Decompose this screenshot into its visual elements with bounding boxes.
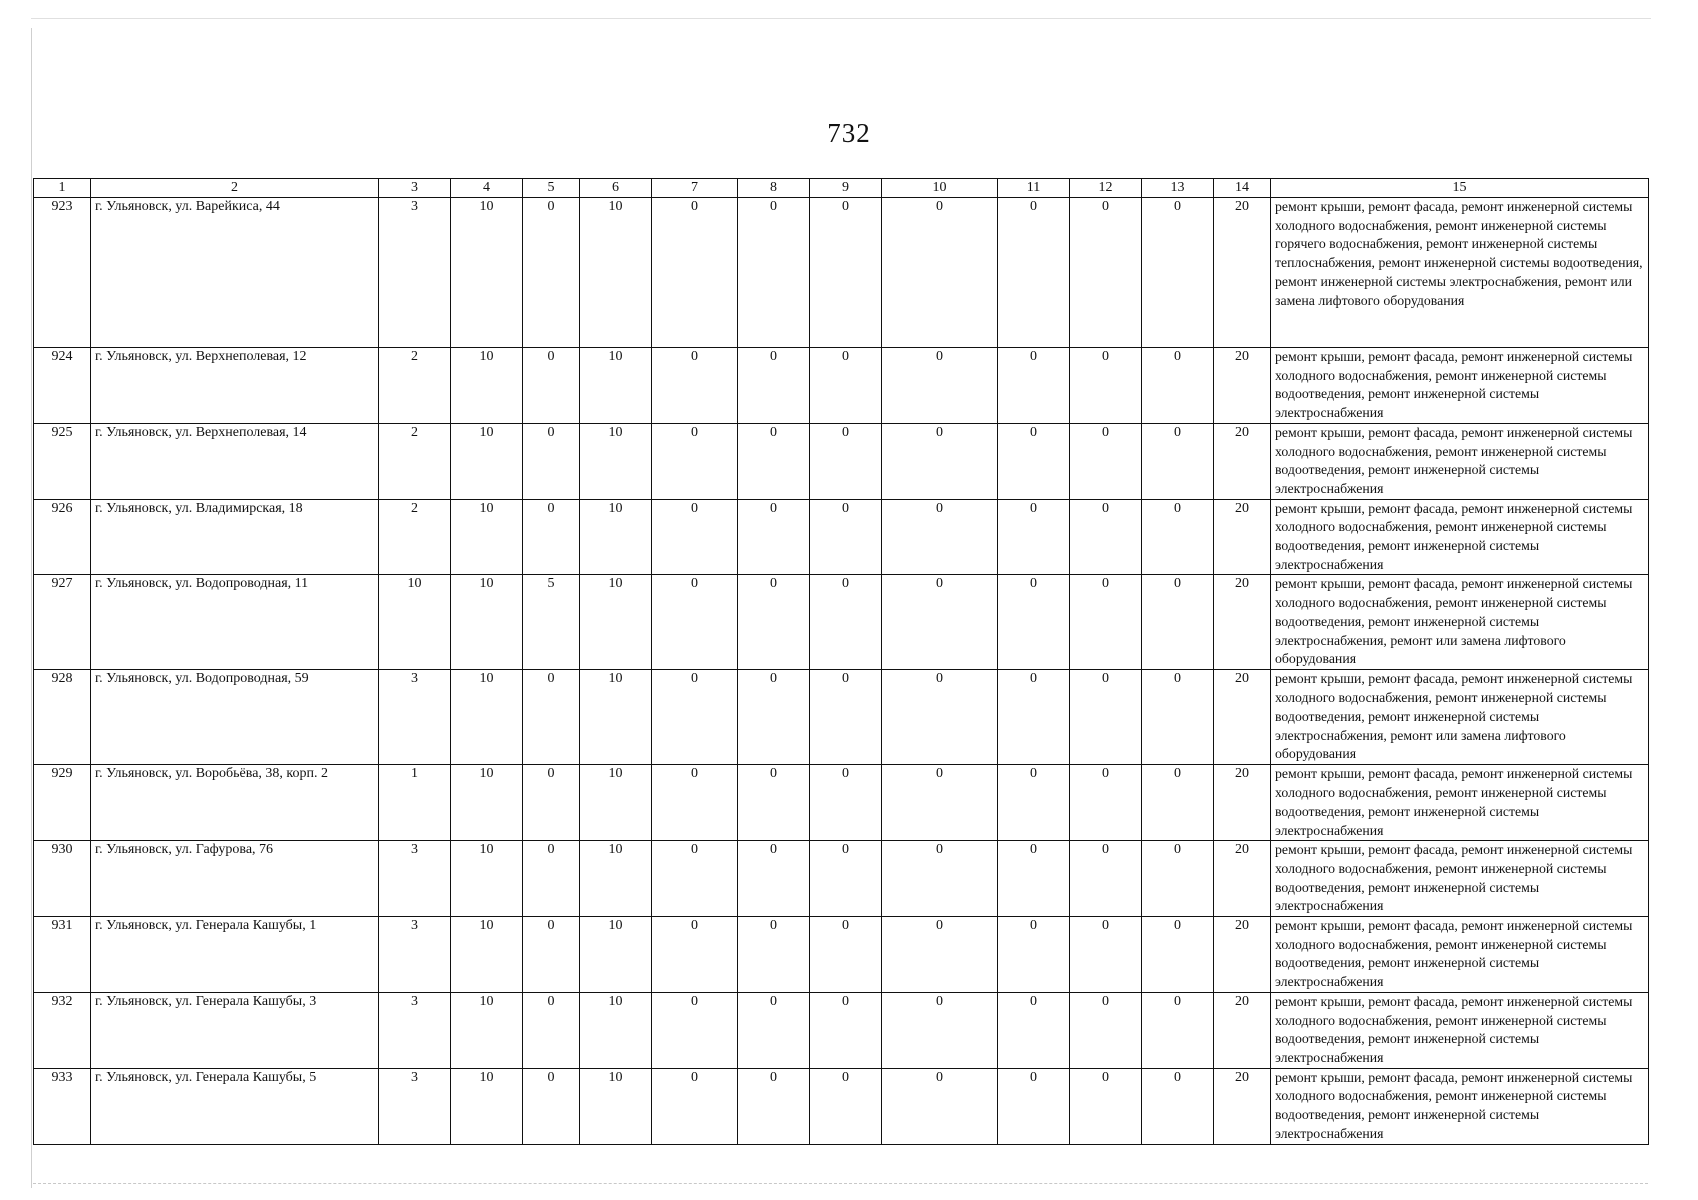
value-cell: 10 bbox=[451, 1068, 523, 1144]
value-cell: 0 bbox=[1070, 992, 1142, 1068]
repair-register-table bbox=[33, 178, 1649, 1145]
value-cell: 0 bbox=[1142, 499, 1214, 575]
row-number: 928 bbox=[34, 670, 91, 765]
value-cell: 0 bbox=[1070, 575, 1142, 670]
value-cell: 10 bbox=[451, 499, 523, 575]
value-cell: 0 bbox=[738, 423, 810, 499]
works-list-cell: ремонт крыши, ремонт фасада, ремонт инженерной системы холодного водоснабжения, ремонт инженерной системы водоотведения, ремонт инженерной системы электроснабжения, ремонт или замена лифтового оборудования bbox=[1271, 670, 1649, 765]
row-number: 924 bbox=[34, 348, 91, 424]
row-number: 925 bbox=[34, 423, 91, 499]
value-cell: 0 bbox=[1142, 917, 1214, 993]
works-list-cell: ремонт крыши, ремонт фасада, ремонт инженерной системы холодного водоснабжения, ремонт инженерной системы водоотведения, ремонт инженерной системы электроснабжения bbox=[1271, 348, 1649, 424]
works-list-cell: ремонт крыши, ремонт фасада, ремонт инженерной системы холодного водоснабжения, ремонт инженерной системы водоотведения, ремонт инженерной системы электроснабжения bbox=[1271, 841, 1649, 917]
value-cell: 0 bbox=[882, 423, 998, 499]
value-cell: 0 bbox=[652, 917, 738, 993]
value-cell: 3 bbox=[379, 198, 451, 348]
value-cell: 0 bbox=[882, 917, 998, 993]
value-cell: 0 bbox=[523, 348, 580, 424]
value-cell: 20 bbox=[1214, 198, 1271, 348]
row-number: 929 bbox=[34, 765, 91, 841]
address-cell: г. Ульяновск, ул. Гафурова, 76 bbox=[91, 841, 379, 917]
value-cell: 0 bbox=[738, 575, 810, 670]
works-list-cell: ремонт крыши, ремонт фасада, ремонт инженерной системы холодного водоснабжения, ремонт инженерной системы горячего водоснабжения, ремонт инженерной системы теплоснабжения, ремонт инженерной системы водоотведения, ремонт инженерной системы электроснабжения, ремонт или замена лифтового оборудования bbox=[1271, 198, 1649, 348]
value-cell: 0 bbox=[810, 198, 882, 348]
value-cell: 0 bbox=[882, 499, 998, 575]
value-cell: 0 bbox=[523, 765, 580, 841]
value-cell: 0 bbox=[810, 423, 882, 499]
value-cell: 0 bbox=[738, 992, 810, 1068]
value-cell: 0 bbox=[1070, 198, 1142, 348]
value-cell: 0 bbox=[652, 765, 738, 841]
value-cell: 0 bbox=[738, 841, 810, 917]
value-cell: 0 bbox=[998, 841, 1070, 917]
value-cell: 0 bbox=[810, 670, 882, 765]
address-cell: г. Ульяновск, ул. Генерала Кашубы, 5 bbox=[91, 1068, 379, 1144]
value-cell: 10 bbox=[580, 575, 652, 670]
works-list-cell: ремонт крыши, ремонт фасада, ремонт инженерной системы холодного водоснабжения, ремонт инженерной системы водоотведения, ремонт инженерной системы электроснабжения bbox=[1271, 765, 1649, 841]
works-list-cell: ремонт крыши, ремонт фасада, ремонт инженерной системы холодного водоснабжения, ремонт инженерной системы водоотведения, ремонт инженерной системы электроснабжения bbox=[1271, 499, 1649, 575]
value-cell: 0 bbox=[882, 670, 998, 765]
col-header-15: 15 bbox=[1271, 179, 1649, 198]
value-cell: 0 bbox=[1070, 765, 1142, 841]
value-cell: 0 bbox=[810, 765, 882, 841]
value-cell: 0 bbox=[882, 992, 998, 1068]
address-cell: г. Ульяновск, ул. Воробьёва, 38, корп. 2 bbox=[91, 765, 379, 841]
value-cell: 10 bbox=[379, 575, 451, 670]
value-cell: 0 bbox=[810, 992, 882, 1068]
value-cell: 10 bbox=[451, 423, 523, 499]
works-list-cell: ремонт крыши, ремонт фасада, ремонт инженерной системы холодного водоснабжения, ремонт инженерной системы водоотведения, ремонт инженерной системы электроснабжения bbox=[1271, 1068, 1649, 1144]
address-cell: г. Ульяновск, ул. Водопроводная, 11 bbox=[91, 575, 379, 670]
value-cell: 3 bbox=[379, 1068, 451, 1144]
value-cell: 0 bbox=[1070, 499, 1142, 575]
works-list-cell: ремонт крыши, ремонт фасада, ремонт инженерной системы холодного водоснабжения, ремонт инженерной системы водоотведения, ремонт инженерной системы электроснабжения bbox=[1271, 992, 1649, 1068]
value-cell: 0 bbox=[652, 499, 738, 575]
value-cell: 10 bbox=[580, 992, 652, 1068]
value-cell: 10 bbox=[580, 1068, 652, 1144]
col-header-13: 13 bbox=[1142, 179, 1214, 198]
address-cell: г. Ульяновск, ул. Водопроводная, 59 bbox=[91, 670, 379, 765]
value-cell: 0 bbox=[652, 841, 738, 917]
col-header-3: 3 bbox=[379, 179, 451, 198]
col-header-4: 4 bbox=[451, 179, 523, 198]
col-header-12: 12 bbox=[1070, 179, 1142, 198]
value-cell: 20 bbox=[1214, 670, 1271, 765]
value-cell: 0 bbox=[998, 917, 1070, 993]
col-header-5: 5 bbox=[523, 179, 580, 198]
value-cell: 3 bbox=[379, 992, 451, 1068]
value-cell: 0 bbox=[1070, 670, 1142, 765]
value-cell: 0 bbox=[1142, 765, 1214, 841]
value-cell: 0 bbox=[882, 1068, 998, 1144]
col-header-11: 11 bbox=[998, 179, 1070, 198]
table-row bbox=[34, 575, 1649, 670]
value-cell: 0 bbox=[810, 499, 882, 575]
value-cell: 0 bbox=[998, 1068, 1070, 1144]
table-row bbox=[34, 348, 1649, 424]
table-row bbox=[34, 499, 1649, 575]
page-edge-left bbox=[31, 28, 32, 1188]
value-cell: 20 bbox=[1214, 499, 1271, 575]
row-number: 931 bbox=[34, 917, 91, 993]
row-number: 926 bbox=[34, 499, 91, 575]
row-number: 927 bbox=[34, 575, 91, 670]
value-cell: 0 bbox=[523, 423, 580, 499]
value-cell: 0 bbox=[738, 670, 810, 765]
value-cell: 10 bbox=[580, 423, 652, 499]
value-cell: 0 bbox=[652, 348, 738, 424]
value-cell: 0 bbox=[1070, 423, 1142, 499]
col-header-1: 1 bbox=[34, 179, 91, 198]
value-cell: 10 bbox=[580, 348, 652, 424]
value-cell: 20 bbox=[1214, 1068, 1271, 1144]
value-cell: 10 bbox=[451, 670, 523, 765]
value-cell: 3 bbox=[379, 670, 451, 765]
value-cell: 0 bbox=[1142, 992, 1214, 1068]
value-cell: 0 bbox=[523, 499, 580, 575]
value-cell: 20 bbox=[1214, 765, 1271, 841]
value-cell: 0 bbox=[998, 575, 1070, 670]
value-cell: 10 bbox=[451, 992, 523, 1068]
value-cell: 0 bbox=[523, 841, 580, 917]
value-cell: 0 bbox=[738, 1068, 810, 1144]
value-cell: 20 bbox=[1214, 992, 1271, 1068]
col-header-6: 6 bbox=[580, 179, 652, 198]
table-row bbox=[34, 765, 1649, 841]
table-row bbox=[34, 198, 1649, 348]
value-cell: 0 bbox=[810, 917, 882, 993]
row-number: 930 bbox=[34, 841, 91, 917]
value-cell: 0 bbox=[652, 992, 738, 1068]
table-row bbox=[34, 670, 1649, 765]
value-cell: 0 bbox=[738, 765, 810, 841]
value-cell: 10 bbox=[451, 841, 523, 917]
value-cell: 0 bbox=[998, 670, 1070, 765]
value-cell: 0 bbox=[523, 917, 580, 993]
value-cell: 0 bbox=[652, 1068, 738, 1144]
value-cell: 0 bbox=[998, 499, 1070, 575]
value-cell: 2 bbox=[379, 348, 451, 424]
value-cell: 0 bbox=[1142, 841, 1214, 917]
value-cell: 0 bbox=[882, 765, 998, 841]
value-cell: 10 bbox=[451, 575, 523, 670]
address-cell: г. Ульяновск, ул. Генерала Кашубы, 3 bbox=[91, 992, 379, 1068]
value-cell: 20 bbox=[1214, 917, 1271, 993]
col-header-14: 14 bbox=[1214, 179, 1271, 198]
address-cell: г. Ульяновск, ул. Генерала Кашубы, 1 bbox=[91, 917, 379, 993]
value-cell: 0 bbox=[882, 841, 998, 917]
col-header-2: 2 bbox=[91, 179, 379, 198]
value-cell: 0 bbox=[652, 423, 738, 499]
value-cell: 20 bbox=[1214, 841, 1271, 917]
page-number: 732 bbox=[827, 118, 871, 148]
value-cell: 0 bbox=[810, 575, 882, 670]
value-cell: 0 bbox=[1070, 917, 1142, 993]
col-header-7: 7 bbox=[652, 179, 738, 198]
value-cell: 0 bbox=[1142, 1068, 1214, 1144]
value-cell: 10 bbox=[451, 917, 523, 993]
table-row bbox=[34, 1068, 1649, 1144]
works-list-cell: ремонт крыши, ремонт фасада, ремонт инженерной системы холодного водоснабжения, ремонт инженерной системы водоотведения, ремонт инженерной системы электроснабжения bbox=[1271, 917, 1649, 993]
value-cell: 0 bbox=[882, 348, 998, 424]
table-row bbox=[34, 841, 1649, 917]
value-cell: 20 bbox=[1214, 575, 1271, 670]
page-edge-top bbox=[31, 18, 1651, 19]
row-number: 932 bbox=[34, 992, 91, 1068]
value-cell: 0 bbox=[652, 670, 738, 765]
value-cell: 0 bbox=[1142, 348, 1214, 424]
value-cell: 0 bbox=[523, 198, 580, 348]
value-cell: 0 bbox=[1070, 348, 1142, 424]
value-cell: 0 bbox=[810, 348, 882, 424]
value-cell: 0 bbox=[523, 670, 580, 765]
value-cell: 0 bbox=[1070, 1068, 1142, 1144]
value-cell: 0 bbox=[738, 917, 810, 993]
value-cell: 10 bbox=[451, 348, 523, 424]
works-list-cell: ремонт крыши, ремонт фасада, ремонт инженерной системы холодного водоснабжения, ремонт инженерной системы водоотведения, ремонт инженерной системы электроснабжения bbox=[1271, 423, 1649, 499]
table-row bbox=[34, 423, 1649, 499]
value-cell: 10 bbox=[451, 765, 523, 841]
value-cell: 0 bbox=[998, 992, 1070, 1068]
works-list-cell: ремонт крыши, ремонт фасада, ремонт инженерной системы холодного водоснабжения, ремонт инженерной системы водоотведения, ремонт инженерной системы электроснабжения, ремонт или замена лифтового оборудования bbox=[1271, 575, 1649, 670]
value-cell: 10 bbox=[580, 917, 652, 993]
address-cell: г. Ульяновск, ул. Верхнеполевая, 12 bbox=[91, 348, 379, 424]
value-cell: 0 bbox=[738, 499, 810, 575]
value-cell: 0 bbox=[523, 992, 580, 1068]
value-cell: 0 bbox=[1142, 198, 1214, 348]
value-cell: 0 bbox=[998, 198, 1070, 348]
value-cell: 0 bbox=[1070, 841, 1142, 917]
value-cell: 20 bbox=[1214, 423, 1271, 499]
value-cell: 2 bbox=[379, 499, 451, 575]
value-cell: 0 bbox=[1142, 575, 1214, 670]
value-cell: 0 bbox=[1142, 423, 1214, 499]
col-header-10: 10 bbox=[882, 179, 998, 198]
value-cell: 0 bbox=[998, 348, 1070, 424]
row-number: 923 bbox=[34, 198, 91, 348]
value-cell: 3 bbox=[379, 917, 451, 993]
col-header-9: 9 bbox=[810, 179, 882, 198]
value-cell: 20 bbox=[1214, 348, 1271, 424]
value-cell: 0 bbox=[882, 575, 998, 670]
address-cell: г. Ульяновск, ул. Варейкиса, 44 bbox=[91, 198, 379, 348]
value-cell: 0 bbox=[523, 1068, 580, 1144]
value-cell: 0 bbox=[810, 1068, 882, 1144]
value-cell: 1 bbox=[379, 765, 451, 841]
value-cell: 2 bbox=[379, 423, 451, 499]
table-row bbox=[34, 917, 1649, 993]
value-cell: 0 bbox=[810, 841, 882, 917]
value-cell: 0 bbox=[738, 348, 810, 424]
value-cell: 10 bbox=[580, 198, 652, 348]
table-row bbox=[34, 992, 1649, 1068]
value-cell: 0 bbox=[998, 765, 1070, 841]
value-cell: 10 bbox=[580, 841, 652, 917]
page-edge-bottom bbox=[33, 1183, 1648, 1184]
value-cell: 5 bbox=[523, 575, 580, 670]
value-cell: 10 bbox=[580, 765, 652, 841]
row-number: 933 bbox=[34, 1068, 91, 1144]
value-cell: 0 bbox=[738, 198, 810, 348]
column-number-row bbox=[34, 179, 1649, 198]
value-cell: 0 bbox=[652, 575, 738, 670]
value-cell: 10 bbox=[580, 670, 652, 765]
value-cell: 0 bbox=[998, 423, 1070, 499]
value-cell: 0 bbox=[652, 198, 738, 348]
value-cell: 10 bbox=[580, 499, 652, 575]
value-cell: 0 bbox=[1142, 670, 1214, 765]
value-cell: 10 bbox=[451, 198, 523, 348]
address-cell: г. Ульяновск, ул. Владимирская, 18 bbox=[91, 499, 379, 575]
value-cell: 0 bbox=[882, 198, 998, 348]
col-header-8: 8 bbox=[738, 179, 810, 198]
address-cell: г. Ульяновск, ул. Верхнеполевая, 14 bbox=[91, 423, 379, 499]
value-cell: 3 bbox=[379, 841, 451, 917]
